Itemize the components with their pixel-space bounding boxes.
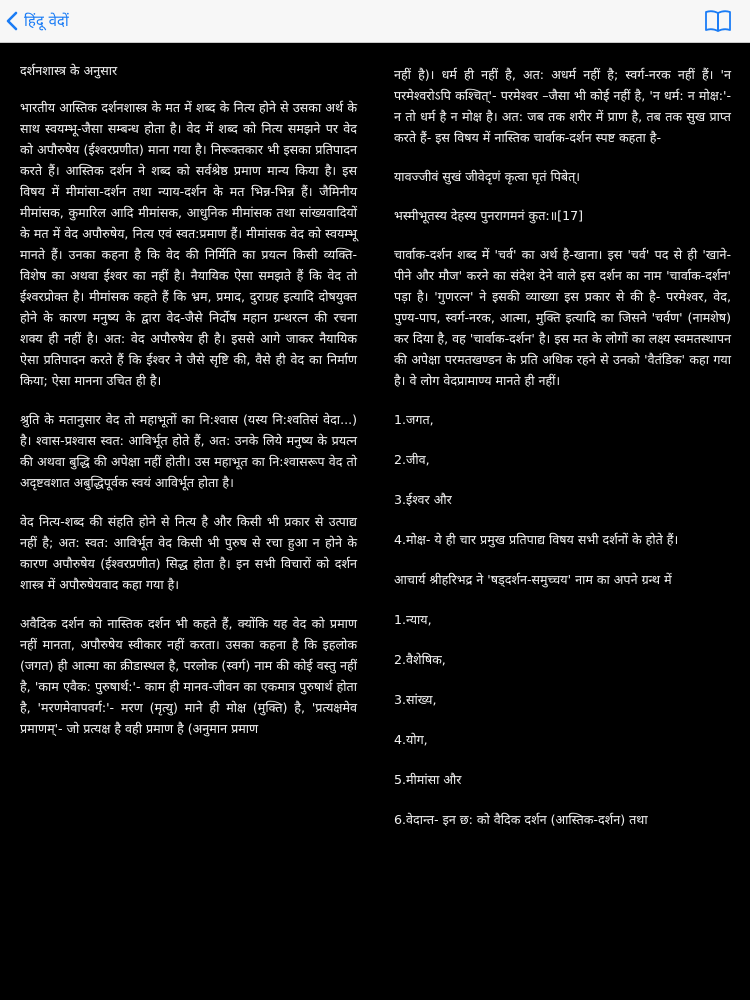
reader-page[interactable]	[0, 42, 750, 1000]
paragraph: अवैदिक दर्शन को नास्तिक दर्शन भी कहते हैं, क्योंकि यह वेद को प्रमाण नहीं मानता, अपौरुषेय स्वीकार नहीं करता। उसका कहना है कि इहलोक (जगत) ही आत्मा का क्रीडास्थल है, परलोक (स्वर्ग) नाम की कोई वस्तु नहीं है, 'काम एवैक: पुरुषार्थ:'- काम ही मानव-जीवन का एकमात्र पुरुषार्थ होता है, 'मरणमेवापवर्ग:'- मरण (मृत्यु) माने ही मोक्ष (मुक्ति) है, 'प्रत्यक्षमेव प्रमाणम्'- जो प्रत्यक्ष है वही प्रमाण है (अनुमान प्रमाण	[20, 616, 357, 736]
paragraph: वेद नित्य-शब्द की संहति होने से नित्य है और किसी भी प्रकार से उत्पाद्य नहीं है; अत: स्वत: आविर्भूत वेद किसी भी पुरुष से रचा हुआ न होने के कारण अपौरुषेय (ईश्वरप्रणीत) सिद्ध होता है। इन सभी विचारों को दर्शन शास्त्र में अपौरुषेयवाद कहा गया है।	[20, 514, 357, 592]
paragraph: नहीं है)। धर्म ही नहीं है, अत: अधर्म नहीं है; स्वर्ग-नरक नहीं हैं। 'न परमेश्वरोऽपि कश्चित्'- परमेश्वर –जैसा भी कोई नहीं है, 'न धर्म: न मोक्ष:'- न तो धर्म है न मोक्ष है। अत: जब तक शरीर में प्राण है, तब तक सुख प्राप्त करते हैं- इस विषय में नास्तिक चार्वाक-दर्शन स्पष्ट कहता है-	[394, 67, 731, 145]
paragraph: भारतीय आस्तिक दर्शनशास्त्र के मत में शब्द के नित्य होने से उसका अर्थ के साथ स्वयम्भू-जैसा सम्बन्ध होता है। वेद में शब्द को नित्य समझने पर वेद को अपौरुषेय (ईश्वरप्रणीत) माना गया है। निरूक्तकार भी इसका प्रतिपादन करते हैं। आस्तिक दर्शन ने शब्द को सर्वश्रेष्ठ प्रमाण मान्य किया है। इस विषय में मीमांसा-दर्शन तथा न्याय-दर्शन के मत भिन्न-भिन्न हैं। जैमिनीय मीमांसक, कुमारिल आदि मीमांसक, आधुनिक मीमांसक तथा सांख्यवादियों के मत में वेद अपौरुषेय, नित्य एवं स्वत:प्रमाण हैं। मीमांसक वेद को स्वयम्भू मानते हैं। उनका कहना है कि वेद की निर्मिति का प्रयत्न किसी व्यक्ति-विशेष का अथवा ईश्वर का नहीं है। नैयायिक ऐसा समझते हैं कि वेद तो ईश्वरप्रोक्त है। मीमांसक कहते हैं कि भ्रम, प्रमाद, दुराग्रह इत्यादि दोषयुक्त होने के कारण मनुष्य के द्वारा वेद-जैसे निर्दोष महान ग्रन्थरत्न की रचना शक्य ही नहीं है। अत: वेद अपौरुषेय ही है। इससे आगे जाकर नैयायिक ऐसा प्रतिपादन करते हैं कि ईश्वर ने जैसे सृष्टि की, वैसे ही वेद का निर्माण किया; ऐसा मानना उचित ही है।	[20, 100, 358, 388]
right-text-column	[394, 64, 731, 849]
paragraph: चार्वाक-दर्शन शब्द में 'चर्व' का अर्थ है-खाना। इस 'चर्व' पद से ही 'खाने-पीने और मौज' करने का संदेश देने वाले इस दर्शन का नाम 'चार्वाक-दर्शन' पड़ा है। 'गुणरत्न' ने इसकी व्याख्या इस प्रकार से की है- परमेश्वर, वेद, पुण्य-पाप, स्वर्ग-नरक, आत्मा, मुक्ति इत्यादि का जिसने 'चर्वण' (नामशेष) कर दिया है, वह 'चार्वाक-दर्शन' है। इस मत के लोगों का लक्ष्य स्वमतस्थापन की अपेक्षा परमतखण्डन के प्रति अधिक रहने से उनको 'वैतंडिक' कहा गया है। वे लोग वेदप्रामाण्य मानते ही नहीं।	[394, 247, 731, 388]
paragraph: आचार्य श्रीहरिभद्र ने 'षड्दर्शन-समुच्चय' नाम का अपने ग्रन्थ में	[394, 572, 672, 587]
navigation-bar	[0, 0, 750, 43]
list-item: 4.योग,	[394, 732, 428, 747]
verse-line: भस्मीभूतस्य देहस्य पुनरागमनं कुत:॥[17]	[394, 208, 584, 223]
left-text-column	[20, 60, 357, 757]
back-button-label: हिंदू वेदों	[24, 12, 69, 30]
list-item: 6.वेदान्त- इन छ: को वैदिक दर्शन (आस्तिक-दर्शन) तथा	[394, 812, 648, 827]
list-item: 3.ईश्वर और	[394, 492, 452, 507]
list-item: 1.न्याय,	[394, 612, 432, 627]
list-item: 2.जीव,	[394, 452, 430, 467]
section-heading: दर्शनशास्त्र के अनुसार	[20, 63, 118, 78]
chevron-left-icon	[6, 11, 18, 31]
paragraph: श्रुति के मतानुसार वेद तो महाभूतों का नि:श्वास (यस्य नि:श्वतिसं वेदा...) है। श्वास-प्रश्वास स्वत: आविर्भूत होते हैं, अत: उनके लिये मनुष्य के प्रयत्न की अथवा बुद्धि की अपेक्षा नहीं होती। उस महाभूत का नि:श्वासरूप वेद तो अदृष्टवशात अबुद्धिपूर्वक स्वयं आविर्भूत होता है।	[20, 412, 357, 490]
back-button[interactable]	[6, 8, 69, 34]
list-item: 3.सांख्य,	[394, 692, 437, 707]
list-item: 5.मीमांसा और	[394, 772, 462, 787]
verse-line: यावज्जीवं सुखं जीवेदृणं कृत्वा घृतं पिबेत्।	[394, 169, 581, 184]
list-item: 4.मोक्ष- ये ही चार प्रमुख प्रतिपाद्य विषय सभी दर्शनों के होते हैं।	[394, 532, 679, 547]
list-item: 2.वैशेषिक,	[394, 652, 446, 667]
book-icon[interactable]	[704, 8, 732, 34]
list-item: 1.जगत,	[394, 412, 434, 427]
